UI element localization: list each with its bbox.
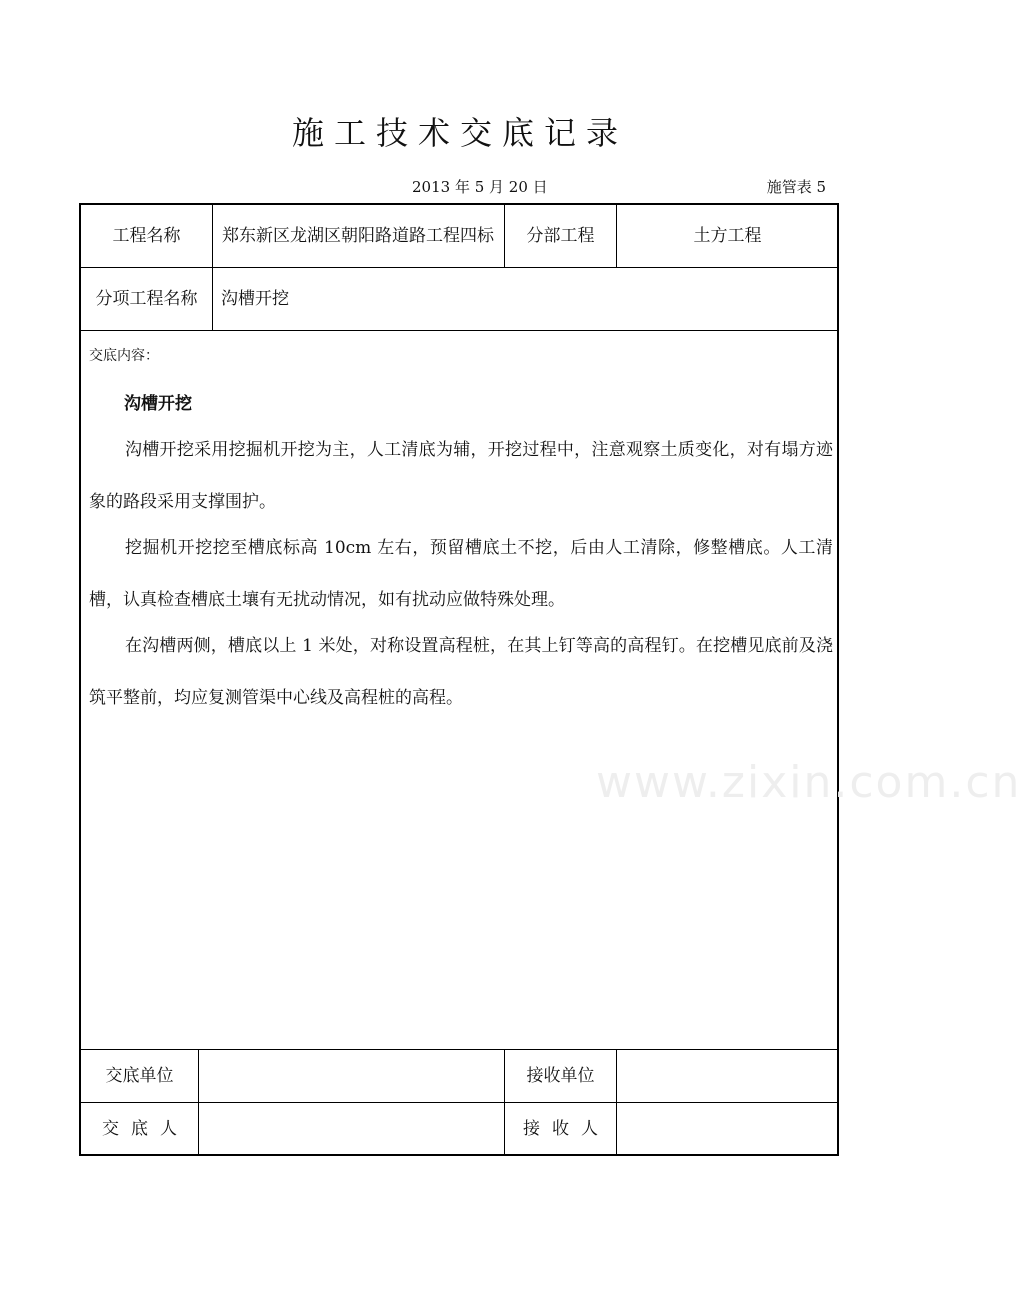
subitem-value: 沟槽开挖 [221,288,289,309]
project-name-label: 工程名称 [112,225,181,246]
form-number: 施管表 5 [766,178,826,196]
document-date: 2013 年 5 月 20 日 [412,178,548,196]
subitem-label: 分项工程名称 [95,288,198,309]
receiving-unit-label: 接收单位 [526,1065,595,1086]
watermark: www.zixin.com.cn [596,757,1021,808]
division-label: 分部工程 [526,225,595,246]
receiver-label: 接收人 [523,1118,610,1139]
handover-unit-field [199,1050,504,1102]
content-label: 交底内容： [89,348,159,364]
document-title: 施工技术交底记录 [291,114,628,152]
handover-person-label: 交底人 [102,1118,189,1139]
row-divider [80,330,839,331]
handover-person-field [199,1103,504,1155]
content-paragraph: 在沟槽两侧，槽底以上 1 米处，对称设置高程桩，在其上钉等高的高程钉。在挖槽见底前及浇筑平整前，均应复测管渠中心线及高程桩的高程。 [89,636,833,708]
receiver-field [617,1103,838,1155]
section-heading: 沟槽开挖 [124,394,192,414]
project-name-value: 郑东新区龙湖区朝阳路道路工程四标 [222,225,494,246]
receiving-unit-field [617,1050,838,1102]
handover-unit-label: 交底单位 [105,1065,174,1086]
content-paragraph: 沟槽开挖采用挖掘机开挖为主，人工清底为辅，开挖过程中，注意观察土质变化，对有塌方迹象的路段采用支撑围护。 [89,440,833,512]
content-paragraph: 挖掘机开挖挖至槽底标高 10cm 左右，预留槽底土不挖，后由人工清除，修整槽底。人工清槽，认真检查槽底土壤有无扰动情况，如有扰动应做特殊处理。 [89,538,833,610]
division-value: 土方工程 [693,225,762,246]
